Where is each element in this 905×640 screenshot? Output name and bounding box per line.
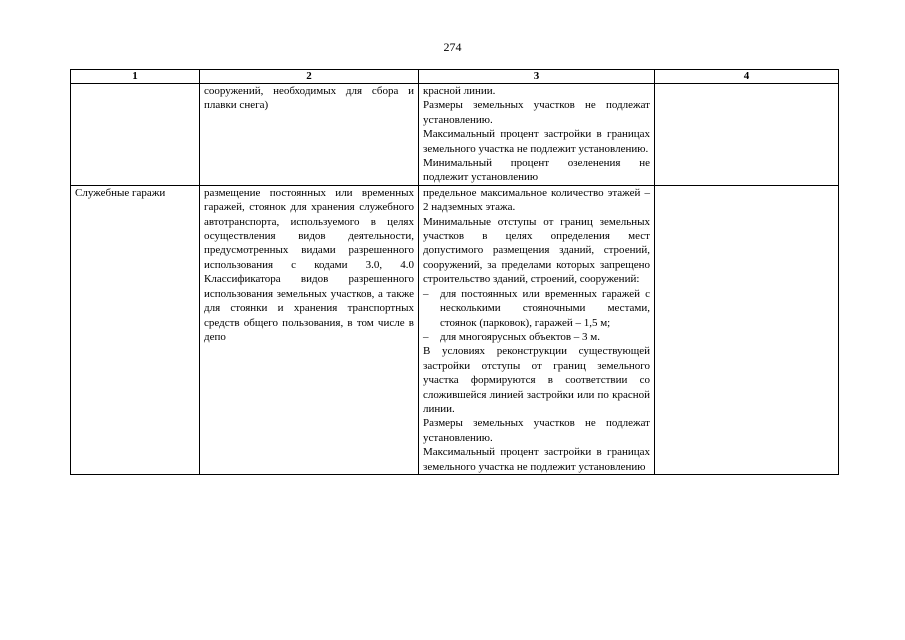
row1-description-text: сооружений, необходимых для сбора и плавки снега): [204, 85, 414, 112]
column-header-2: 2: [200, 70, 419, 84]
column-header-4: 4: [655, 70, 839, 84]
row2-param-coverage: Максимальный процент застройки в границах земельного участка не подлежит установлению: [423, 446, 650, 473]
row2-description-cell: [200, 185, 419, 474]
row2-param-setbacks: Минимальные отступы от границ земельных участков в целях определения мест допустимого размещения зданий, строений, сооружений, за пределами которых запрещено строительство зданий, строений, сооружений:: [423, 215, 650, 286]
row1-param-1: красной линии.: [423, 85, 496, 97]
table-row: [71, 84, 839, 186]
row1-name-cell: [71, 84, 200, 186]
table-row: [71, 185, 839, 474]
row2-description-text: размещение постоянных или временных гаражей, стоянок для хранения служебного автотранспорта, используемого в целях осуществления видов деятельности, предусмотренных видами разрешенного использования с кодами 3.0, 4.0 Классификатора видов разрешенного использования земельных участков, а также для стоянки и хранения транспортных средств общего пользования, в том числе в депо: [204, 186, 414, 343]
row1-param-3: Максимальный процент застройки в границах земельного участка не подлежит установлению.: [423, 128, 650, 155]
row1-description-cell: [200, 84, 419, 186]
row2-parameters-cell: [419, 185, 655, 474]
row2-list-item-text: для постоянных или временных гаражей с несколькими стояночными местами, стоянок (парковок), гаражей – 1,5 м;: [440, 287, 650, 329]
row2-list-item: [423, 330, 650, 344]
row2-notes-cell: [655, 185, 839, 474]
row1-param-2: Размеры земельных участков не подлежат установлению.: [423, 99, 650, 126]
row2-param-floors: предельное максимальное количество этажей – 2 надземных этажа.: [423, 186, 650, 214]
row1-param-4: Минимальный процент озеленения не подлежит установлению: [423, 157, 650, 184]
row1-parameters-cell: [419, 84, 655, 186]
document-table: [70, 69, 839, 475]
column-header-3: 3: [419, 70, 655, 84]
row2-list-item: [423, 287, 650, 330]
row2-name-cell: Служебные гаражи: [71, 185, 200, 474]
table-header-row: [71, 70, 839, 84]
row2-list-item-text: для многоярусных объектов – 3 м.: [440, 330, 601, 343]
dash-bullet: –: [423, 287, 429, 300]
row2-param-reconstruction: В условиях реконструкции существующей застройки отступы от границ земельного участка формируются в соответствии со сложившейся линией застройки или по красной линии.: [423, 345, 650, 415]
row1-notes-cell: [655, 84, 839, 186]
page-number: 274: [443, 40, 462, 54]
dash-bullet: –: [423, 330, 429, 343]
row2-param-plot-size: Размеры земельных участков не подлежат установлению.: [423, 417, 650, 444]
column-header-1: 1: [71, 70, 200, 84]
